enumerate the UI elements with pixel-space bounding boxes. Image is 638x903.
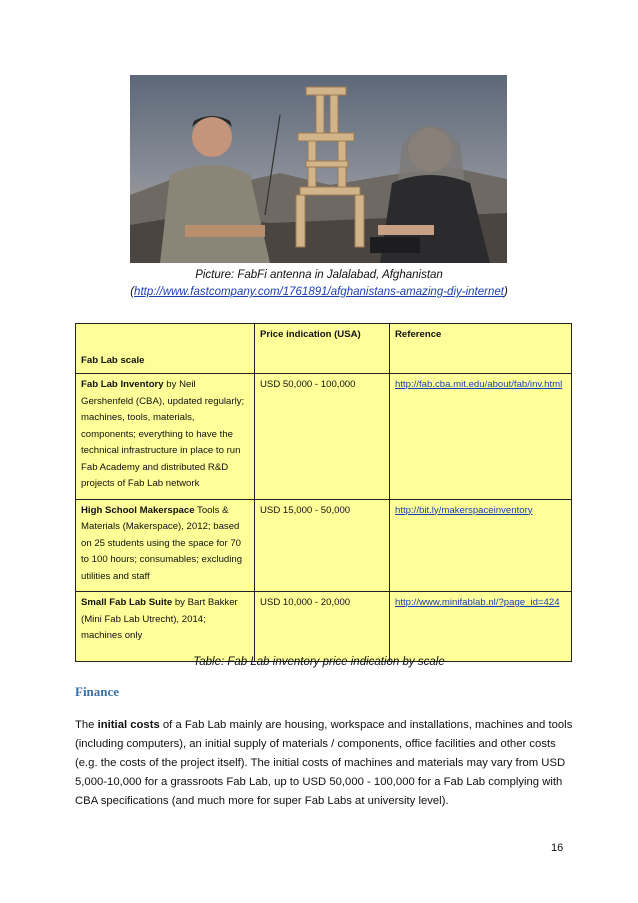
photo-caption: Picture: FabFi antenna in Jalalabad, Afghanistan (195, 269, 443, 281)
reference-cell (390, 374, 572, 500)
reference-link[interactable]: http://bit.ly/makerspaceinventory (395, 504, 533, 516)
price-cell: USD 50,000 - 100,000 (255, 374, 390, 500)
photo-source (0, 286, 638, 298)
reference-cell (390, 592, 572, 662)
header-reference: Reference (390, 324, 572, 374)
price-cell: USD 15,000 - 50,000 (255, 499, 390, 592)
inventory-table (75, 323, 572, 662)
scale-name: Small Fab Lab Suite (81, 597, 173, 608)
reference-link[interactable]: http://www.minifablab.nl/?page_id=424 (395, 597, 560, 608)
para-lead: The (75, 719, 98, 731)
scale-cell (76, 374, 255, 500)
table-row (76, 374, 572, 500)
header-scale: Fab Lab scale (76, 324, 255, 374)
scale-cell (76, 499, 255, 592)
open-paren: ( (130, 286, 135, 298)
table-row (76, 592, 572, 662)
reference-cell (390, 499, 572, 592)
photo-source-link[interactable]: http://www.fastcompany.com/1761891/afghanistans-amazing-diy-internet (134, 286, 504, 298)
table-caption: Table: Fab Lab inventory price indication by scale (193, 656, 445, 668)
para-bold: initial costs (97, 719, 160, 731)
scale-name: Fab Lab Inventory (81, 379, 164, 390)
scale-desc: Tools & Materials (Makerspace), 2012; based on 25 students using the space for 70 to 100 hours; consumables; excluding utilities and staff (81, 504, 243, 582)
scale-desc: by Neil Gershenfeld (CBA), updated regularly; machines, tools, materials, components; everything to have the technical infrastructure in place to run Fab Academy and distributed R&D projects of Fab Lab network (81, 379, 245, 489)
table-header-row (76, 324, 572, 374)
section-title: Finance (75, 684, 120, 699)
fabfi-photo (130, 75, 507, 263)
scale-cell (76, 592, 255, 662)
scale-desc: by Bart Bakker (Mini Fab Lab Utrecht), 2014; machines only (81, 597, 238, 641)
header-price: Price indication (USA) (255, 324, 390, 374)
para-rest: of a Fab Lab mainly are housing, workspace and installations, machines and tools (including computers), an initial supply of materials / components, office facilities and other costs (e.g. the costs of the project itself). The initial costs of machines and materials may vary from USD 5,000-10,000 for a grassroots Fab Lab, up to USD 50,000 - 100,000 for a Fab Lab complying with CBA specifications (and much more for super Fab Labs at university level). (75, 719, 573, 807)
page-number: 16 (551, 842, 564, 854)
reference-link[interactable]: http://fab.cba.mit.edu/about/fab/inv.html (395, 379, 563, 390)
table-row (76, 499, 572, 592)
price-cell: USD 10,000 - 20,000 (255, 592, 390, 662)
finance-paragraph (75, 716, 575, 811)
scale-name: High School Makerspace (81, 504, 195, 516)
close-paren: ) (503, 286, 508, 298)
